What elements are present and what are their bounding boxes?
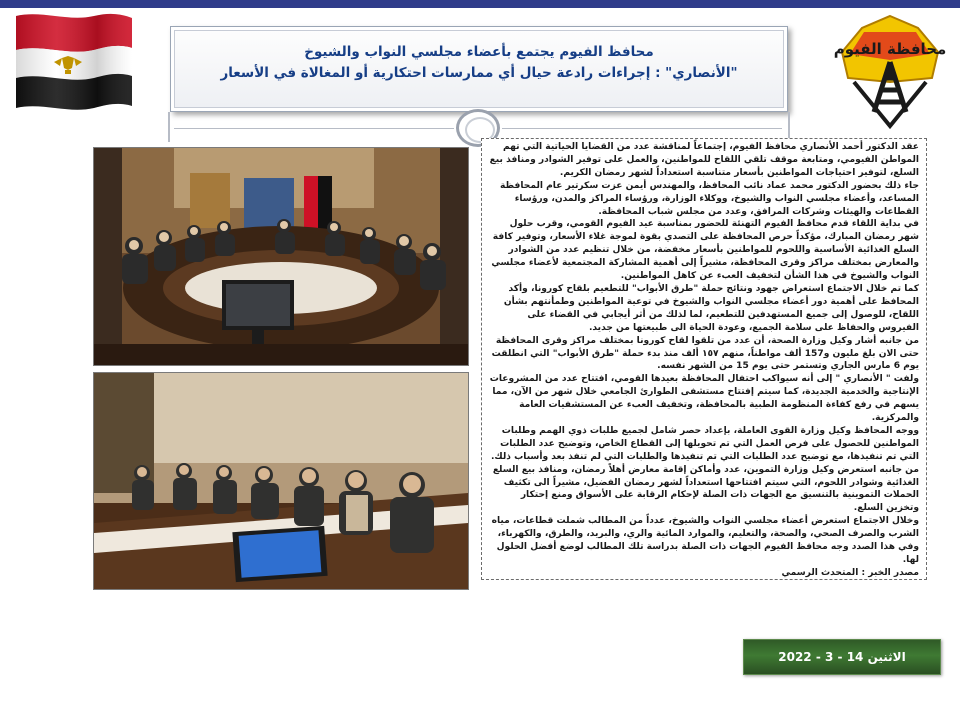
meeting-photo-2	[93, 372, 469, 590]
article-paragraph: ووجه المحافظ وكيل وزارة القوى العاملة، بإعداد حصر شامل لجميع طلبات ذوي الهمم وطلبات المواطنين للحصول على فرص العمل التي تم تحويلها إلى القطاع الخاص، وتوضيح عدد الطلبات التي تم تنفيذها، مع توضيح عدد الطلبات التي تم تنفيذها والطلبات التي لم تنفذ بعد وأسباب ذلك.	[490, 425, 919, 462]
article-paragraph: من جانبه أشار وكيل وزارة الصحة، أن عدد من تلقوا لقاح كورونا بمختلف مراكز وقرى المحافظة حتى الان بلغ مليون و157 ألف مواطناً، منهم ١٥٧ ألف منذ بدء حملة "طرق الأبواب" التي انطلقت يوم 6 مارس الجاري وتستمر حتى يوم 15 من الشهر نفسه.	[491, 335, 919, 372]
headline-title: محافظ الفيوم يجتمع بأعضاء مجلسي النواب والشيوخ	[304, 44, 654, 60]
fayoum-governorate-logo	[834, 12, 946, 132]
meeting-photo-1	[93, 147, 469, 366]
date-text: الاثنين 14 - 3 - 2022	[778, 650, 906, 664]
article-paragraph: ولفت " الأنصاري " إلى أنه سيواكب احتفال المحافظة بعيدها القومي، افتتاح عدد من المشروعات الإنتاجية والخدمية الجديدة، كما سيتم إفتتاح مستشفى الطوارئ الجامعي خلال شهر من الآن، مما يسهم في رفع كفاءة المنظومة الطبية بالمحافظة، وتخفيف العبء عن المستشفيات العامة والمركزية.	[489, 374, 919, 424]
article-paragraph: من جانبه استعرض وكيل وزارة التموين، عدد وأماكن إقامة معارض أهلاً رمضان، ومنافذ بيع السلع الغذائية وشوادر اللحوم، التي سيتم افتتاحها استعداداً لشهر رمضان الفضيل، مشيراً الى تكثيف الحملات التموينية بالتنسيق مع الجهات ذات الصلة لإحكام الرقابة على الأسواق ومنع إحتكار وتخزين السلع.	[492, 464, 919, 514]
headline-box	[170, 26, 788, 112]
date-banner	[743, 639, 941, 675]
decor-line-left	[174, 128, 454, 129]
decor-line-right	[502, 128, 782, 129]
article-paragraph: عقد الدكتور أحمد الأنصاري محافظ الفيوم، إجتماعاً لمناقشة عدد من القضايا الحياتية التي تهم المواطن الفيومي، ومتابعة موقف تلقي اللقاح للمواطنين، والعمل على توفير الشوادر ومنافذ بيع السلع، لتوفير احتياجات المواطنين بأسعار متناسبة استعداداً لشهر رمضان الكريم.	[489, 142, 919, 178]
top-accent-bar	[0, 0, 960, 8]
decor-bracket-left	[168, 112, 176, 142]
article-paragraph: وخلال الاجتماع استعرض أعضاء مجلسي النواب والشيوخ، عدداً من المطالب شملت قطاعات، مياه الشرب والصرف الصحي، والصحة، والتعليم، والموارد المائية والري، والبريد، والطرق، والكهرباء، وفي هذا الصدد وجه محافظ الفيوم الجهات ذات الصلة بدراسة تلك المطالب لوضع أفضل الحلول لها.	[491, 516, 919, 565]
article-source: مصدر الخبر : المتحدث الرسمي	[781, 567, 919, 578]
article-paragraph: في بداية اللقاء قدم محافظ الفيوم التهنئة للحضور بمناسبة عيد الفيوم القومي، وقرب حلول شهر رمضان المبارك، مؤكداً حرص المحافظة على التصدي بقوة لموجة غلاء الأسعار، وتوفير كافة السلع الغذائية الأساسية واللحوم للمواطنين بأسعار مخفضة، من خلال تنظيم عدد من الشوادر والمعارض بمختلف مراكز وقرى المحافظة، مشيراً إلى أهمية المشاركة المجتمعية لأعضاء مجلسي النواب والشيوخ في هذا الشأن لتخفيف العبء عن كاهل المواطنين.	[491, 219, 919, 282]
egypt-flag-image	[12, 10, 136, 112]
headline-subtitle: "الأنصاري" : إجراءات رادعة حيال أي ممارسات احتكارية أو المغالاة في الأسعار	[220, 65, 738, 81]
article-paragraph: جاء ذلك بحضور الدكتور محمد عماد نائب المحافظ، والمهندس أيمن عزت سكرتير عام المحافظة المساعد، وأعضاء مجلسي النواب والشيوخ، ووكلاء الوزارة، ورؤساء المراكز والمدن، ورؤساء القطاعات والهيئات وشركات المرافق، وعدد من مجلس شباب المحافظة.	[500, 180, 919, 217]
article-text-box	[481, 138, 927, 580]
logo-text: محافظة الفيوم	[834, 40, 946, 58]
article-paragraph: كما تم خلال الاجتماع استعراض جهود ونتائج حملة "طرق الأبواب" للتطعيم بلقاح كورونا، وأكد المحافظ على أهمية دور أعضاء مجلسي النواب والشيوخ في توعية المواطنين وطمأنتهم بشأن اللقاح، للوصول إلى جميع المستهدفين للتطعيم، لما لذلك من أثر أيجابي في القضاء على الفيروس والحفاظ على سلامة الجميع، وعودة الحياة الى طبيعتها من جديد.	[503, 283, 919, 333]
